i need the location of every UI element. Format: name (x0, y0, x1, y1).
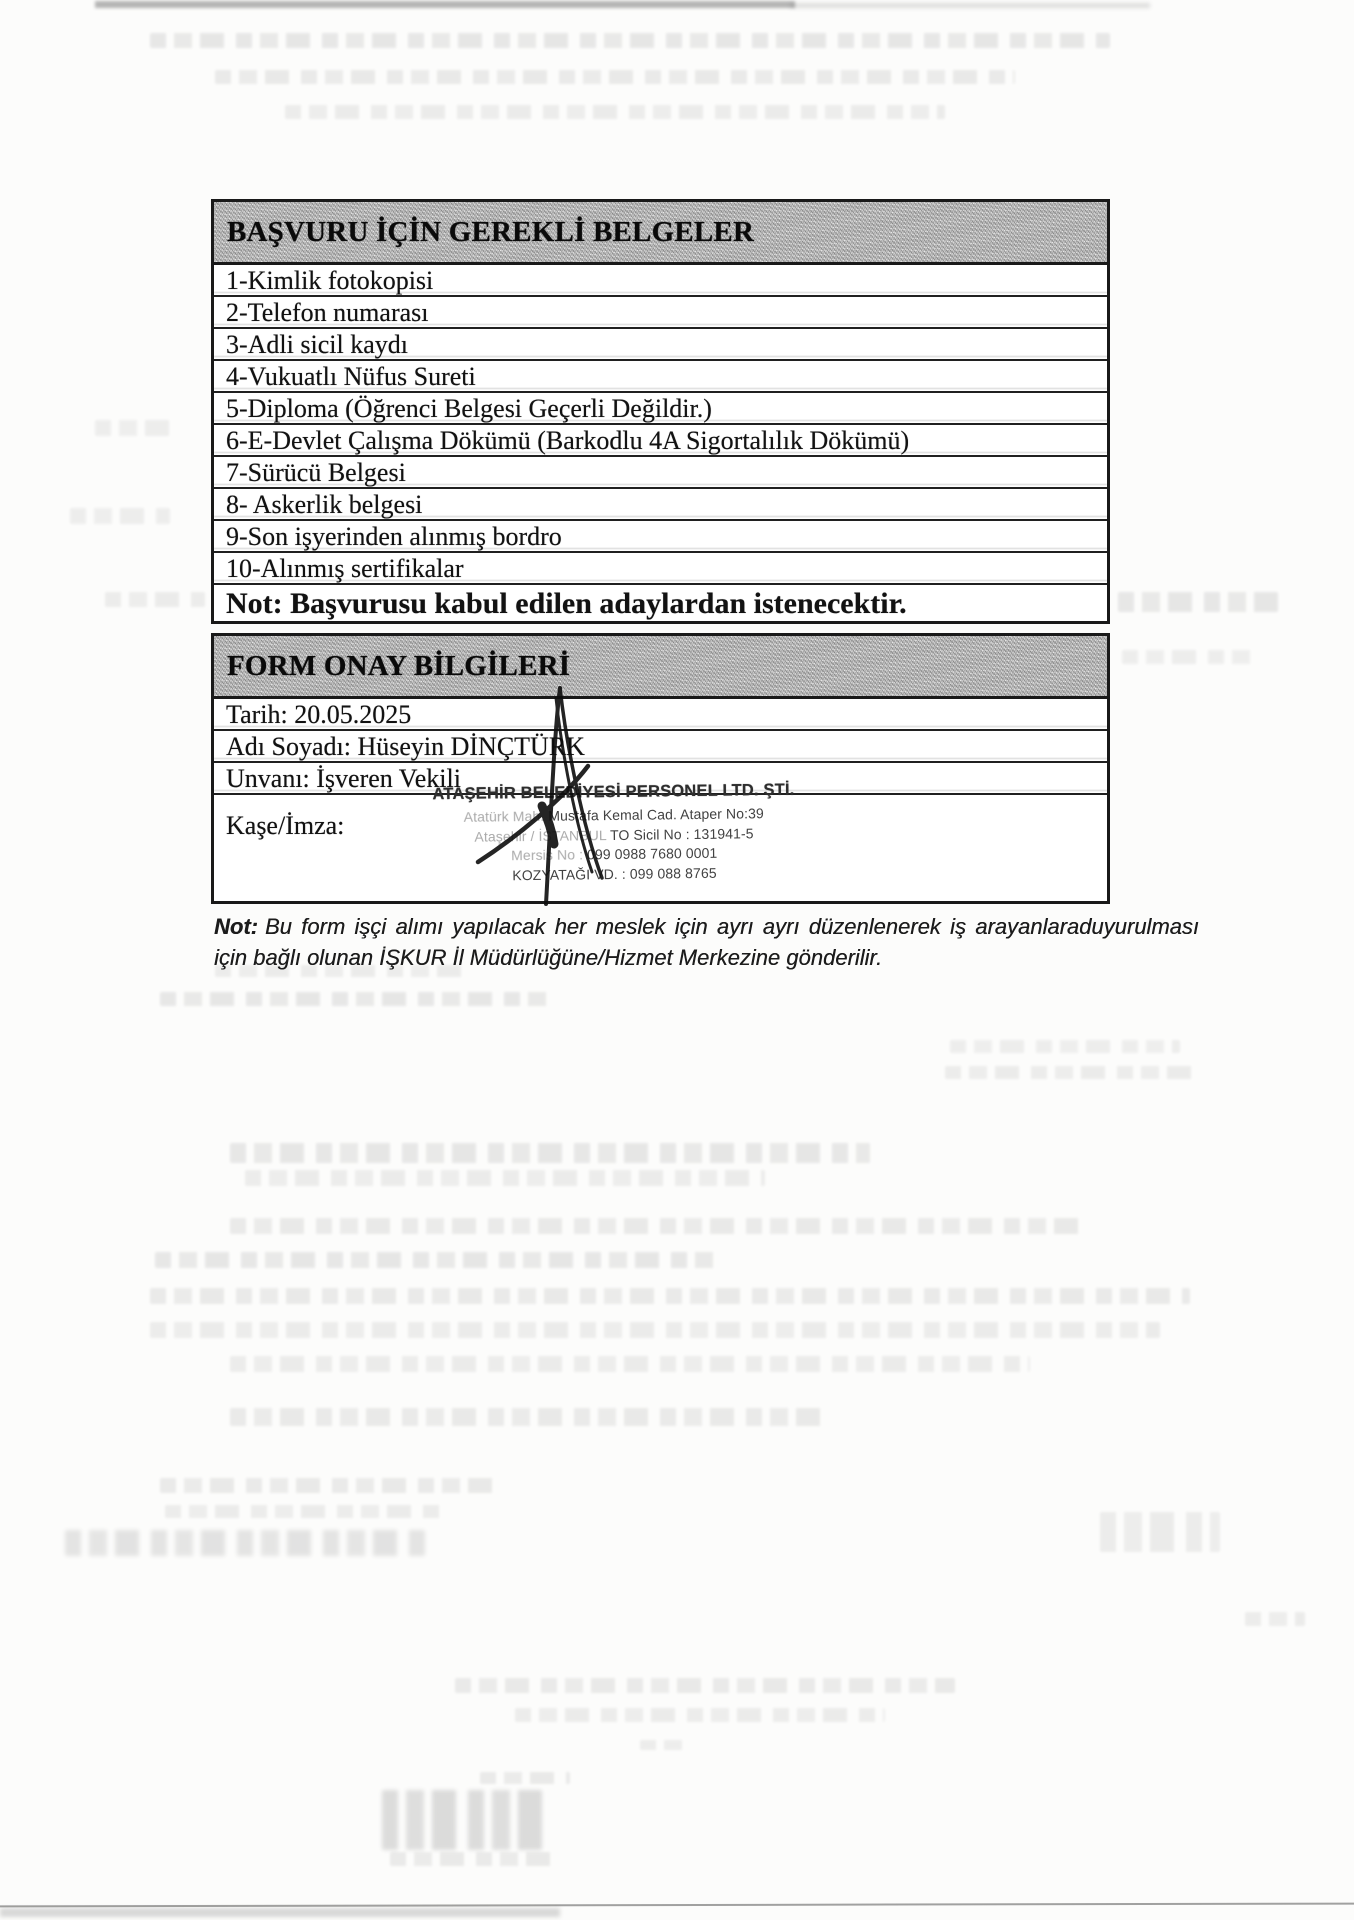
stamp-label: Kaşe/İmza: (226, 811, 345, 840)
stamp-company-name: ATAŞEHİR BELEDİYESİ PERSONEL LTD. ŞTİ. (432, 780, 795, 804)
bleedthrough-artifact (515, 1708, 885, 1722)
scan-edge-artifact (0, 1908, 560, 1917)
stamp-registry-no: TO Sicil No : 131941-5 (609, 824, 754, 843)
bleedthrough-artifact (105, 592, 205, 607)
bleedthrough-artifact (95, 420, 170, 436)
required-doc-item-2: 2-Telefon numarası (214, 297, 1107, 329)
bleedthrough-artifact (480, 1772, 570, 1784)
required-doc-item-4: 4-Vukuatlı Nüfus Sureti (214, 361, 1107, 393)
required-doc-item-10: 10-Alınmış sertifikalar (214, 553, 1107, 585)
bleedthrough-artifact (160, 992, 550, 1006)
bleedthrough-artifact (70, 508, 170, 524)
bleedthrough-artifact (390, 1852, 560, 1866)
bleedthrough-artifact (230, 1143, 870, 1163)
required-documents-table (211, 199, 1110, 624)
required-doc-item-1: 1-Kimlik fotokopisi (214, 265, 1107, 297)
bleedthrough-artifact (1122, 650, 1252, 664)
required-doc-item-5: 5-Diploma (Öğrenci Belgesi Geçerli Değildir.) (214, 393, 1107, 425)
required-doc-item-8: 8- Askerlik belgesi (214, 489, 1107, 521)
bleedthrough-artifact (950, 1040, 1180, 1053)
approval-name-row: Adı Soyadı: Hüseyin DİNÇTÜRK (214, 731, 1107, 763)
bleedthrough-artifact (65, 1530, 425, 1556)
required-documents-header (214, 202, 1107, 265)
stamp-address-prefix: Atatürk Mah. (463, 807, 545, 825)
bleedthrough-artifact (230, 1356, 1030, 1372)
signature (463, 664, 696, 914)
stamp-mersis-no: 099 0988 7680 0001 (586, 844, 718, 863)
bleedthrough-artifact (245, 1170, 765, 1186)
required-doc-item-7: 7-Sürücü Belgesi (214, 457, 1107, 489)
bleedthrough-artifact (1245, 1612, 1305, 1626)
approval-date-row: Tarih: 20.05.2025 (214, 699, 1107, 731)
bleedthrough-artifact (150, 1322, 1160, 1338)
bleedthrough-artifact (1118, 592, 1278, 612)
stamp-address: Mustafa Kemal Cad. Ataper No:39 (548, 805, 764, 824)
bleedthrough-artifact (155, 1252, 715, 1268)
form-approval-header-label: FORM ONAY BİLGİLERİ (227, 649, 571, 682)
approval-title-row: Unvanı: İşveren Vekili (214, 763, 1107, 795)
bleedthrough-artifact (382, 1790, 542, 1850)
required-documents-header-label: BAŞVURU İÇİN GEREKLİ BELGELER (227, 215, 755, 248)
bleedthrough-artifact (945, 1066, 1195, 1079)
bleedthrough-artifact (455, 1678, 955, 1693)
scan-edge-artifact (95, 1, 795, 8)
bleedthrough-artifact (165, 1505, 445, 1518)
required-doc-item-9: 9-Son işyerinden alınmış bordro (214, 521, 1107, 553)
scan-edge-artifact (790, 3, 1150, 8)
bleedthrough-artifact (160, 1478, 500, 1493)
bleedthrough-artifact (285, 105, 945, 119)
bleedthrough-artifact (150, 1288, 1190, 1304)
footer-note-prefix: Not: (214, 914, 258, 939)
bleedthrough-artifact (1100, 1512, 1220, 1552)
scan-edge-line (0, 1903, 1354, 1908)
stamp-city: Ataşehir / İSTANBUL (474, 826, 607, 845)
bleedthrough-artifact (230, 1408, 830, 1426)
bleedthrough-artifact (215, 70, 1015, 84)
footer-note (214, 911, 1199, 973)
stamp-mersis-prefix: Mersis No : (511, 846, 584, 864)
required-doc-item-3: 3-Adli sicil kaydı (214, 329, 1107, 361)
stamp-tax-no: 099 088 8765 (629, 864, 717, 882)
footer-note-text: Bu form işçi alımı yapılacak her meslek için ayrı ayrı düzenlenerek iş arayanlaraduyurulması için bağlı olunan İŞKUR İl Müdürlüğüne/Hizmet Merkezine gönderilir. (214, 914, 1199, 970)
required-doc-item-6: 6-E-Devlet Çalışma Dökümü (Barkodlu 4A Sigortalılık Dökümü) (214, 425, 1107, 457)
bleedthrough-artifact (150, 33, 1110, 48)
required-docs-note: Not: Başvurusu kabul edilen adaylardan istenecektir. (214, 585, 1107, 621)
bleedthrough-artifact (640, 1740, 685, 1750)
stamp-tax-office: KOZYATAĞI VD. : (512, 865, 626, 883)
bleedthrough-artifact (230, 1218, 1090, 1234)
